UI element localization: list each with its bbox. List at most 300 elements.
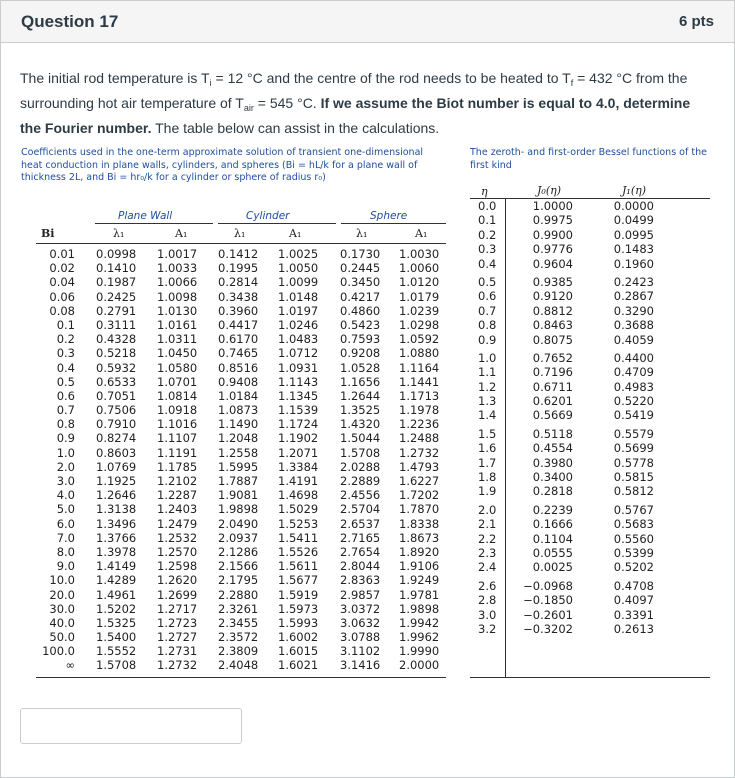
sph-lambda-cell: 2.8044 xyxy=(340,559,381,574)
sph-lambda-cell: 2.6537 xyxy=(340,516,381,531)
eta-cell: 2.4 xyxy=(478,560,497,575)
plane-a-cell: 1.2717 xyxy=(157,601,198,616)
plane-a-cell: 1.2598 xyxy=(157,559,198,574)
j0-cell: 0.9975 xyxy=(532,213,573,228)
j1-cell: 0.5815 xyxy=(613,470,654,485)
j1-cell: 0.4708 xyxy=(613,578,654,593)
col-plane-a xyxy=(157,247,197,673)
j1-cell: 0.5579 xyxy=(613,426,654,441)
question-bold-prompt: If we assume the Biot number is equal to 4.0, determine the Fourier number. xyxy=(20,95,691,136)
cyl-lambda-cell: 2.3809 xyxy=(218,644,259,659)
sph-lambda-cell: 3.1102 xyxy=(340,644,381,659)
bi-cell: 0.5 xyxy=(56,374,75,389)
sph-a-cell: 1.1978 xyxy=(399,403,440,418)
bi-cell: 50.0 xyxy=(49,630,75,645)
sph-a-cell: 1.9781 xyxy=(399,587,440,602)
question-title: Question 17 xyxy=(21,12,119,31)
j0-cell: 0.3980 xyxy=(532,455,573,470)
bi-cell: 30.0 xyxy=(49,601,75,616)
cyl-a-cell: 1.0050 xyxy=(278,261,319,276)
j0-cell: 0.0025 xyxy=(532,560,573,575)
j1-cell: 0.5419 xyxy=(613,408,654,423)
question-text: The initial rod temperature is $T_i = 12$ °C and the centre of the rod needs to be heated to $T_f = 432$ °C from the surrounding hot air temperature of $T_{air} = 545$ °C. If we assume the Biot number is equal to 4.0, determine the Fourier number. The table below can assist in the calculations. xyxy=(20,70,691,136)
j1-cell: 0.5767 xyxy=(613,502,654,517)
j1-cell: 0.4709 xyxy=(613,365,654,380)
eta-cell: 2.0 xyxy=(478,502,497,517)
cyl-lambda-cell: 0.1412 xyxy=(218,247,259,261)
j0-cell: 0.5118 xyxy=(532,426,573,441)
bi-cell: 0.6 xyxy=(56,388,75,403)
table2-caption: The zeroth- and first-order Bessel functions of the first kind xyxy=(470,147,707,171)
plane-lambda-cell: 0.8274 xyxy=(96,431,137,446)
j0-cell: 0.1666 xyxy=(532,517,573,532)
eta-cell: 1.6 xyxy=(478,441,497,456)
col-plane-lambda xyxy=(96,247,136,673)
table2-bottom-rule xyxy=(470,677,710,678)
header-plane-wall: Plane Wall xyxy=(118,210,173,222)
cyl-a-cell: 1.0931 xyxy=(278,360,319,375)
cyl-lambda-cell: 1.5995 xyxy=(218,459,259,474)
cyl-a-cell: 1.5526 xyxy=(278,544,319,559)
plane-lambda-cell: 0.1987 xyxy=(96,275,137,290)
answer-input[interactable] xyxy=(20,708,242,744)
j1-cell: 0.5399 xyxy=(613,545,654,560)
bi-cell: 10.0 xyxy=(49,573,75,588)
bi-cell: 0.1 xyxy=(56,317,75,332)
bi-cell: 20.0 xyxy=(49,587,75,602)
question-header xyxy=(1,1,734,43)
sph-a-cell: 1.0298 xyxy=(399,317,440,332)
header-sph-lambda: λ₁ xyxy=(356,227,368,240)
bi-cell: 0.08 xyxy=(49,303,75,318)
table1-bottom-rule xyxy=(36,677,446,678)
plane-lambda-cell: 1.0769 xyxy=(96,459,137,474)
sph-lambda-cell: 2.4556 xyxy=(340,488,381,503)
plane-a-cell: 1.0311 xyxy=(157,332,198,347)
bi-cell: 0.01 xyxy=(49,247,75,261)
plane-lambda-cell: 1.4961 xyxy=(96,587,137,602)
j1-cell: 0.5560 xyxy=(613,531,654,546)
sph-lambda-cell: 0.2445 xyxy=(340,261,381,276)
cyl-lambda-cell: 0.3438 xyxy=(218,289,259,304)
j0-cell: 1.0000 xyxy=(532,199,573,213)
cyl-lambda-cell: 0.8516 xyxy=(218,360,259,375)
sph-lambda-cell: 0.1730 xyxy=(340,247,381,261)
sph-a-cell: 1.0239 xyxy=(399,303,440,318)
sph-lambda-cell: 2.7654 xyxy=(340,544,381,559)
cyl-a-cell: 1.4191 xyxy=(278,474,319,488)
sph-lambda-cell: 2.0288 xyxy=(340,459,381,474)
bi-cell: 0.4 xyxy=(56,360,75,375)
plane-lambda-cell: 1.2646 xyxy=(96,488,137,503)
j1-cell: 0.5699 xyxy=(613,441,654,456)
plane-a-cell: 1.2732 xyxy=(157,658,198,673)
header-cyl-a: A₁ xyxy=(289,227,302,240)
plane-lambda-cell: 0.8603 xyxy=(96,445,137,460)
plane-a-cell: 1.0450 xyxy=(157,346,198,361)
sph-a-cell: 1.1164 xyxy=(399,360,440,375)
plane-a-cell: 1.0017 xyxy=(157,247,198,261)
cyl-a-cell: 1.1143 xyxy=(278,374,319,389)
sph-lambda-cell: 1.0528 xyxy=(340,360,381,375)
sph-a-cell: 2.0000 xyxy=(399,658,440,673)
eta-cell: 1.4 xyxy=(478,408,497,423)
header-eta: η xyxy=(481,185,488,198)
eta-cell: 2.8 xyxy=(478,593,497,608)
j1-cell: 0.2867 xyxy=(613,289,654,304)
j1-cell: 0.4983 xyxy=(613,379,654,394)
eta-cell: 0.1 xyxy=(478,213,497,228)
plane-a-cell: 1.2731 xyxy=(157,644,198,659)
sph-a-cell: 1.9249 xyxy=(399,573,440,588)
sph-a-cell: 1.2488 xyxy=(399,431,440,446)
header-j0: J₀(η) xyxy=(537,184,561,197)
eta-cell: 0.4 xyxy=(478,256,497,271)
sph-lambda-cell: 0.3450 xyxy=(340,275,381,290)
sph-a-cell: 1.0030 xyxy=(399,247,440,261)
cyl-a-cell: 1.3384 xyxy=(278,459,319,474)
cyl-lambda-cell: 2.3572 xyxy=(218,630,259,645)
j1-cell: 0.2613 xyxy=(613,621,654,636)
plane-lambda-cell: 1.1925 xyxy=(96,474,137,488)
plane-lambda-cell: 1.3766 xyxy=(96,530,137,545)
sph-a-cell: 1.7202 xyxy=(399,488,440,503)
sph-lambda-cell: 3.1416 xyxy=(340,658,381,673)
eta-cell: 2.3 xyxy=(478,545,497,560)
plane-lambda-cell: 0.3111 xyxy=(96,317,137,332)
plane-a-cell: 1.2620 xyxy=(157,573,198,588)
question-points: 6 pts xyxy=(678,13,714,30)
eta-cell: 0.3 xyxy=(478,242,497,257)
j1-cell: 0.5202 xyxy=(613,560,654,575)
plane-a-cell: 1.0033 xyxy=(157,261,198,276)
j1-cell: 0.5778 xyxy=(613,455,654,470)
j1-cell: 0.0995 xyxy=(613,227,654,242)
bi-cell: ∞ xyxy=(65,658,75,673)
plane-lambda-cell: 0.2791 xyxy=(96,303,137,318)
plane-lambda-cell: 0.0998 xyxy=(96,247,137,261)
cyl-lambda-cell: 0.9408 xyxy=(218,374,259,389)
sph-a-cell: 1.7870 xyxy=(399,502,440,517)
sph-a-cell: 1.9990 xyxy=(399,644,440,659)
j0-cell: −0.2601 xyxy=(523,607,573,622)
plane-a-cell: 1.2699 xyxy=(157,587,198,602)
col-sph-a xyxy=(399,247,439,673)
table2-header-rule xyxy=(470,198,710,199)
col-j1 xyxy=(604,199,654,636)
sph-lambda-cell: 0.4217 xyxy=(340,289,381,304)
table1-caption: Coefficients used in the one-term approximate solution of transient one-dimensional heat conduction in plane walls, cylinders, and spheres (Bi = hL/k for a plane wall of thickness 2L, and Bi = hr₀/k for a cylinder or sphere of radius r₀) xyxy=(21,147,424,183)
j0-cell: 0.9120 xyxy=(532,289,573,304)
j0-cell: 0.9604 xyxy=(532,256,573,271)
plane-a-cell: 1.0098 xyxy=(157,289,198,304)
eta-cell: 2.2 xyxy=(478,531,497,546)
eta-cell: 0.0 xyxy=(478,199,497,213)
sphere-underline xyxy=(341,223,446,224)
cyl-a-cell: 1.5411 xyxy=(278,530,319,545)
plane-lambda-cell: 1.5708 xyxy=(96,658,137,673)
cyl-a-cell: 1.0148 xyxy=(278,289,319,304)
sph-lambda-cell: 3.0372 xyxy=(340,601,381,616)
sph-lambda-cell: 0.9208 xyxy=(340,346,381,361)
bi-cell: 0.06 xyxy=(49,289,75,304)
sph-lambda-cell: 1.3525 xyxy=(340,403,381,418)
bi-cell: 7.0 xyxy=(56,530,75,545)
plane-lambda-cell: 1.5400 xyxy=(96,630,137,645)
cylinder-underline xyxy=(218,223,336,224)
sph-a-cell: 1.8920 xyxy=(399,544,440,559)
plane-lambda-cell: 0.6533 xyxy=(96,374,137,389)
sph-lambda-cell: 2.9857 xyxy=(340,587,381,602)
bi-cell: 3.0 xyxy=(56,474,75,488)
table2-divider xyxy=(505,198,506,677)
cyl-lambda-cell: 2.3455 xyxy=(218,615,259,630)
cyl-lambda-cell: 2.1286 xyxy=(218,544,259,559)
cyl-lambda-cell: 1.9898 xyxy=(218,502,259,517)
plane-a-cell: 1.2403 xyxy=(157,502,198,517)
plane-lambda-cell: 0.4328 xyxy=(96,332,137,347)
cyl-a-cell: 1.2071 xyxy=(278,445,319,460)
sph-a-cell: 1.0592 xyxy=(399,332,440,347)
bi-cell: 8.0 xyxy=(56,544,75,559)
col-j0 xyxy=(520,199,573,636)
cyl-lambda-cell: 0.4417 xyxy=(218,317,259,332)
eta-cell: 1.8 xyxy=(478,470,497,485)
sph-lambda-cell: 1.1656 xyxy=(340,374,381,389)
bi-cell: 0.8 xyxy=(56,417,75,432)
plane-a-cell: 1.0701 xyxy=(157,374,198,389)
plane-lambda-cell: 0.7910 xyxy=(96,417,137,432)
eta-cell: 0.6 xyxy=(478,289,497,304)
j1-cell: 0.0499 xyxy=(613,213,654,228)
sph-a-cell: 1.2236 xyxy=(399,417,440,432)
cyl-a-cell: 1.1539 xyxy=(278,403,319,418)
plane-lambda-cell: 1.3496 xyxy=(96,516,137,531)
j1-cell: 0.1483 xyxy=(613,242,654,257)
col-eta xyxy=(478,199,496,636)
j0-cell: 0.6201 xyxy=(532,394,573,409)
j1-cell: 0.5683 xyxy=(613,517,654,532)
cyl-a-cell: 1.5611 xyxy=(278,559,319,574)
sph-lambda-cell: 3.0788 xyxy=(340,630,381,645)
j1-cell: 0.5812 xyxy=(613,484,654,499)
eta-cell: 1.1 xyxy=(478,365,497,380)
plane-a-cell: 1.1191 xyxy=(157,445,198,460)
cyl-a-cell: 1.5253 xyxy=(278,516,319,531)
j0-cell: 0.2239 xyxy=(532,502,573,517)
j1-cell: 0.0000 xyxy=(613,199,654,213)
plane-lambda-cell: 1.5202 xyxy=(96,601,137,616)
header-sph-a: A₁ xyxy=(415,227,428,240)
bi-cell: 40.0 xyxy=(49,615,75,630)
sph-lambda-cell: 2.8363 xyxy=(340,573,381,588)
sph-lambda-cell: 1.2644 xyxy=(340,388,381,403)
sph-lambda-cell: 2.7165 xyxy=(340,530,381,545)
sph-lambda-cell: 1.5708 xyxy=(340,445,381,460)
plane-a-cell: 1.0066 xyxy=(157,275,198,290)
cyl-lambda-cell: 2.3261 xyxy=(218,601,259,616)
j0-cell: 0.6711 xyxy=(532,379,573,394)
sph-lambda-cell: 0.7593 xyxy=(340,332,381,347)
bi-cell: 100.0 xyxy=(42,644,75,659)
cyl-a-cell: 1.0099 xyxy=(278,275,319,290)
sph-a-cell: 1.9898 xyxy=(399,601,440,616)
bi-cell: 0.7 xyxy=(56,403,75,418)
eta-cell: 2.6 xyxy=(478,578,497,593)
cyl-lambda-cell: 1.2558 xyxy=(218,445,259,460)
cyl-lambda-cell: 2.0490 xyxy=(218,516,259,531)
cyl-a-cell: 1.0246 xyxy=(278,317,319,332)
sph-a-cell: 1.0060 xyxy=(399,261,440,276)
sph-lambda-cell: 2.5704 xyxy=(340,502,381,517)
col-cyl-a xyxy=(278,247,318,673)
plane-wall-underline xyxy=(95,223,213,224)
bi-cell: 4.0 xyxy=(56,488,75,503)
j0-cell: 0.9900 xyxy=(532,227,573,242)
j0-cell: 0.4554 xyxy=(532,441,573,456)
plane-lambda-cell: 1.4289 xyxy=(96,573,137,588)
bi-cell: 0.02 xyxy=(49,261,75,276)
cyl-a-cell: 1.4698 xyxy=(278,488,319,503)
bi-cell: 0.9 xyxy=(56,431,75,446)
col-cyl-lambda xyxy=(218,247,258,673)
plane-lambda-cell: 0.5218 xyxy=(96,346,137,361)
plane-lambda-cell: 0.2425 xyxy=(96,289,137,304)
cyl-a-cell: 1.0712 xyxy=(278,346,319,361)
cyl-lambda-cell: 0.3960 xyxy=(218,303,259,318)
bi-cell: 9.0 xyxy=(56,559,75,574)
plane-lambda-cell: 1.5552 xyxy=(96,644,137,659)
bi-cell: 0.04 xyxy=(49,275,75,290)
eta-cell: 0.8 xyxy=(478,318,497,333)
plane-a-cell: 1.0580 xyxy=(157,360,198,375)
sph-a-cell: 1.1441 xyxy=(399,374,440,389)
header-sphere: Sphere xyxy=(370,210,408,222)
cyl-lambda-cell: 2.0937 xyxy=(218,530,259,545)
cyl-a-cell: 1.1345 xyxy=(278,388,319,403)
sph-a-cell: 1.0179 xyxy=(399,289,440,304)
j0-cell: 0.9385 xyxy=(532,274,573,289)
header-j1: J₁(η) xyxy=(622,184,646,197)
cyl-lambda-cell: 1.7887 xyxy=(218,474,259,488)
header-cyl-lambda: λ₁ xyxy=(234,227,246,240)
cyl-lambda-cell: 2.4048 xyxy=(218,658,259,673)
cyl-a-cell: 1.1902 xyxy=(278,431,319,446)
header-bi: Bi xyxy=(41,227,55,240)
eta-cell: 1.9 xyxy=(478,484,497,499)
col-sph-lambda xyxy=(340,247,380,673)
j1-cell: 0.1960 xyxy=(613,256,654,271)
sph-a-cell: 1.4793 xyxy=(399,459,440,474)
plane-lambda-cell: 0.1410 xyxy=(96,261,137,276)
sph-lambda-cell: 0.4860 xyxy=(340,303,381,318)
plane-a-cell: 1.1107 xyxy=(157,431,198,446)
plane-lambda-cell: 0.5932 xyxy=(96,360,137,375)
cyl-a-cell: 1.5919 xyxy=(278,587,319,602)
cyl-a-cell: 1.5029 xyxy=(278,502,319,517)
eta-cell: 3.0 xyxy=(478,607,497,622)
cyl-a-cell: 1.0025 xyxy=(278,247,319,261)
bi-cell: 0.3 xyxy=(56,346,75,361)
plane-a-cell: 1.2727 xyxy=(157,630,198,645)
plane-a-cell: 1.1016 xyxy=(157,417,198,432)
plane-a-cell: 1.0814 xyxy=(157,388,198,403)
j0-cell: −0.1850 xyxy=(523,593,573,608)
plane-a-cell: 1.2287 xyxy=(157,488,198,503)
cyl-a-cell: 1.6002 xyxy=(278,630,319,645)
sph-a-cell: 1.9942 xyxy=(399,615,440,630)
plane-lambda-cell: 0.7506 xyxy=(96,403,137,418)
eta-cell: 0.2 xyxy=(478,227,497,242)
plane-a-cell: 1.0130 xyxy=(157,303,198,318)
j0-cell: 0.7652 xyxy=(532,350,573,365)
cyl-lambda-cell: 2.2880 xyxy=(218,587,259,602)
j1-cell: 0.4059 xyxy=(613,332,654,347)
j0-cell: −0.0968 xyxy=(523,578,573,593)
bi-cell: 5.0 xyxy=(56,502,75,517)
sph-lambda-cell: 3.0632 xyxy=(340,615,381,630)
plane-lambda-cell: 0.7051 xyxy=(96,388,137,403)
plane-a-cell: 1.2532 xyxy=(157,530,198,545)
sph-a-cell: 1.0120 xyxy=(399,275,440,290)
cyl-a-cell: 1.0197 xyxy=(278,303,319,318)
j0-cell: 0.7196 xyxy=(532,365,573,380)
plane-a-cell: 1.2102 xyxy=(157,474,198,488)
col-bi xyxy=(40,247,75,673)
sph-a-cell: 1.0880 xyxy=(399,346,440,361)
eta-cell: 2.1 xyxy=(478,517,497,532)
j0-cell: 0.2818 xyxy=(532,484,573,499)
sph-a-cell: 1.1713 xyxy=(399,388,440,403)
plane-a-cell: 1.1785 xyxy=(157,459,198,474)
j0-cell: 0.1104 xyxy=(532,531,573,546)
j1-cell: 0.5220 xyxy=(613,394,654,409)
plane-a-cell: 1.0918 xyxy=(157,403,198,418)
j0-cell: 0.3400 xyxy=(532,470,573,485)
eta-cell: 1.7 xyxy=(478,455,497,470)
cyl-lambda-cell: 0.7465 xyxy=(218,346,259,361)
sph-a-cell: 1.8338 xyxy=(399,516,440,531)
header-cylinder: Cylinder xyxy=(246,210,290,222)
j1-cell: 0.4097 xyxy=(613,593,654,608)
plane-a-cell: 1.0161 xyxy=(157,317,198,332)
plane-a-cell: 1.2723 xyxy=(157,615,198,630)
j0-cell: −0.3202 xyxy=(523,621,573,636)
plane-lambda-cell: 1.5325 xyxy=(96,615,137,630)
header-plane-a: A₁ xyxy=(175,227,188,240)
j1-cell: 0.4400 xyxy=(613,350,654,365)
plane-a-cell: 1.2479 xyxy=(157,516,198,531)
sph-lambda-cell: 1.5044 xyxy=(340,431,381,446)
plane-lambda-cell: 1.3138 xyxy=(96,502,137,517)
cyl-lambda-cell: 2.1795 xyxy=(218,573,259,588)
bi-cell: 0.2 xyxy=(56,332,75,347)
eta-cell: 0.9 xyxy=(478,332,497,347)
sph-lambda-cell: 1.4320 xyxy=(340,417,381,432)
sph-lambda-cell: 2.2889 xyxy=(340,474,381,488)
j1-cell: 0.3290 xyxy=(613,303,654,318)
cyl-lambda-cell: 0.1995 xyxy=(218,261,259,276)
j0-cell: 0.8812 xyxy=(532,303,573,318)
cyl-a-cell: 1.5973 xyxy=(278,601,319,616)
bi-cell: 2.0 xyxy=(56,459,75,474)
cyl-lambda-cell: 1.0184 xyxy=(218,388,259,403)
sph-lambda-cell: 0.5423 xyxy=(340,317,381,332)
eta-cell: 3.2 xyxy=(478,621,497,636)
cyl-lambda-cell: 1.0873 xyxy=(218,403,259,418)
bi-cell: 6.0 xyxy=(56,516,75,531)
sph-a-cell: 1.9962 xyxy=(399,630,440,645)
